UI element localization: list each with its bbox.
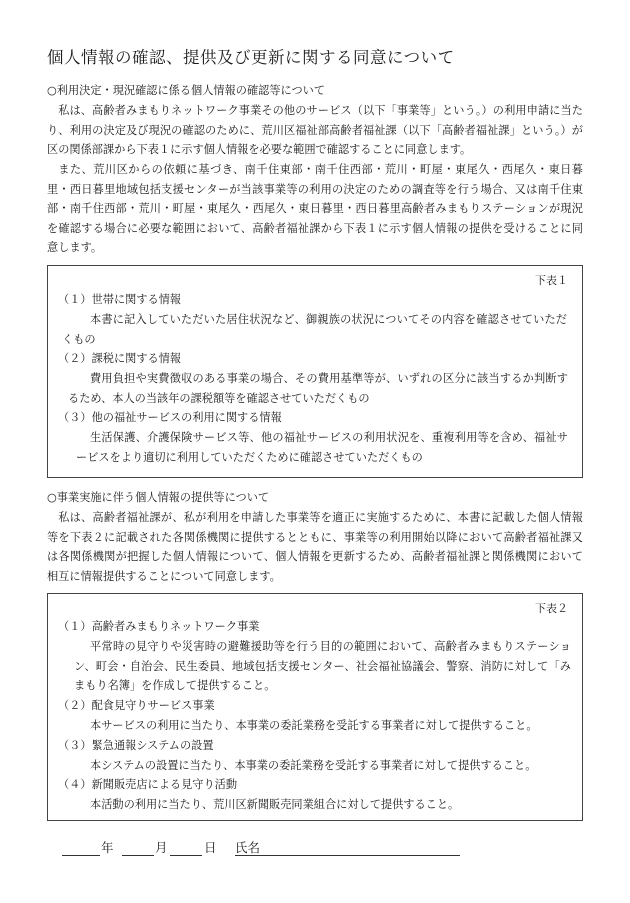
table2-item-1-heading: （１）高齢者みまもりネットワーク事業	[58, 620, 260, 633]
table2-item-2-text: 本サービスの利用に当たり、本事業の委託業務を受託する事業者に対して提供すること。	[90, 719, 538, 732]
section2-paragraph-1: 私は、高齢者福祉課が、私が利用を申請した事業等を適正に実施するために、本書に記載した個人情報等を下表２に記載された各関係機関に提供するとともに、事業等の利用開始以降において高齢者福祉課又は各関係機関が把握した個人情報について、個人情報を更新するため、高齢者福祉課と関係機関において相互に情報提供することについて同意します。	[47, 511, 583, 583]
section1-paragraph-1: 私は、高齢者みまもりネットワーク事業その他のサービス（以下「事業等」という。）の利用申請に当たり、利用の決定及び現況の確認のために、荒川区福祉部高齢者福祉課（以下「高齢者福祉課」という。）が区の関係部課から下表１に示す個人情報を必要な範囲で確認することに同意します。	[47, 104, 583, 157]
table1-item-2-heading: （２）課税に関する情報	[58, 352, 182, 365]
month-input-line[interactable]	[122, 855, 154, 856]
table1-item-3-text: 生活保護、介護保険サービス等、他の福祉サービスの利用状況を、重複利用等を含め、福祉サービスをより適切に利用していただくために確認させていただくもの	[76, 431, 568, 464]
section1-paragraph-2: また、荒川区からの依頼に基づき、南千住東部・南千住西部・荒川・町屋・東尾久・西尾久・東日暮里・西日暮里地域包括支援センターが当該事業等の利用の決定のための調査等を行う場合、又は南千住東部・南千住西部・荒川・町屋・東尾久・西尾久・東日暮里・西日暮里高齢者みまもりステーションが現況を確認する場合に必要な範囲において、高齢者福祉課から下表１に示す個人情報の提供を受けることに同意します。	[47, 163, 583, 255]
table2-box	[47, 593, 583, 821]
section2-heading: ○事業実施に伴う個人情報の提供等について	[47, 491, 270, 504]
table2-item-3-text: 本システムの設置に当たり、本事業の委託業務を受託する事業者に対して提供すること。	[90, 759, 537, 772]
page-title: 個人情報の確認、提供及び更新に関する同意について	[47, 48, 455, 67]
month-label: 月	[155, 840, 168, 855]
section1-heading: ○利用決定・現況確認に係る個人情報の確認等について	[47, 84, 326, 97]
day-input-line[interactable]	[170, 855, 202, 856]
table1-item-1-text: 本書に記入していただいた居住状況など、御親族の状況についてその内容を確認させていただくもの	[62, 313, 567, 346]
table2-item-4-heading: （４）新聞販売店による見守り活動	[58, 778, 238, 791]
table1-caption: 下表１	[535, 274, 568, 287]
table2-caption: 下表２	[535, 602, 568, 615]
table2-item-3-heading: （３）緊急通報システムの設置	[58, 739, 214, 752]
table2-item-2-heading: （２）配食見守りサービス事業	[58, 699, 215, 712]
table1-item-2-text: 費用負担や実費徴収のある事業の場合、その費用基準等が、いずれの区分に該当するか判断するため、本人の当該年の課税額等を確認させていただくもの	[68, 372, 568, 405]
table2-item-1-text: 平常時の見守りや災害時の避難援助等を行う目的の範囲において、高齢者みまもりステーション、町会・自治会、民生委員、地域包括支援センター、社会福祉協議会、警察、消防に対して「みまもり名簿」を作成して提供すること。	[74, 640, 571, 692]
year-label: 年	[101, 840, 114, 855]
name-signature-line[interactable]	[235, 855, 460, 856]
name-label: 氏名	[235, 840, 261, 855]
table2-item-4-text: 本活動の利用に当たり、荒川区新聞販売同業組合に対して提供すること。	[90, 798, 460, 811]
day-label: 日	[204, 840, 217, 855]
table1-item-1-heading: （１）世帯に関する情報	[58, 293, 182, 306]
year-input-line[interactable]	[62, 855, 100, 856]
table1-box	[47, 265, 583, 478]
table1-item-3-heading: （３）他の福祉サービスの利用に関する情報	[58, 411, 282, 424]
